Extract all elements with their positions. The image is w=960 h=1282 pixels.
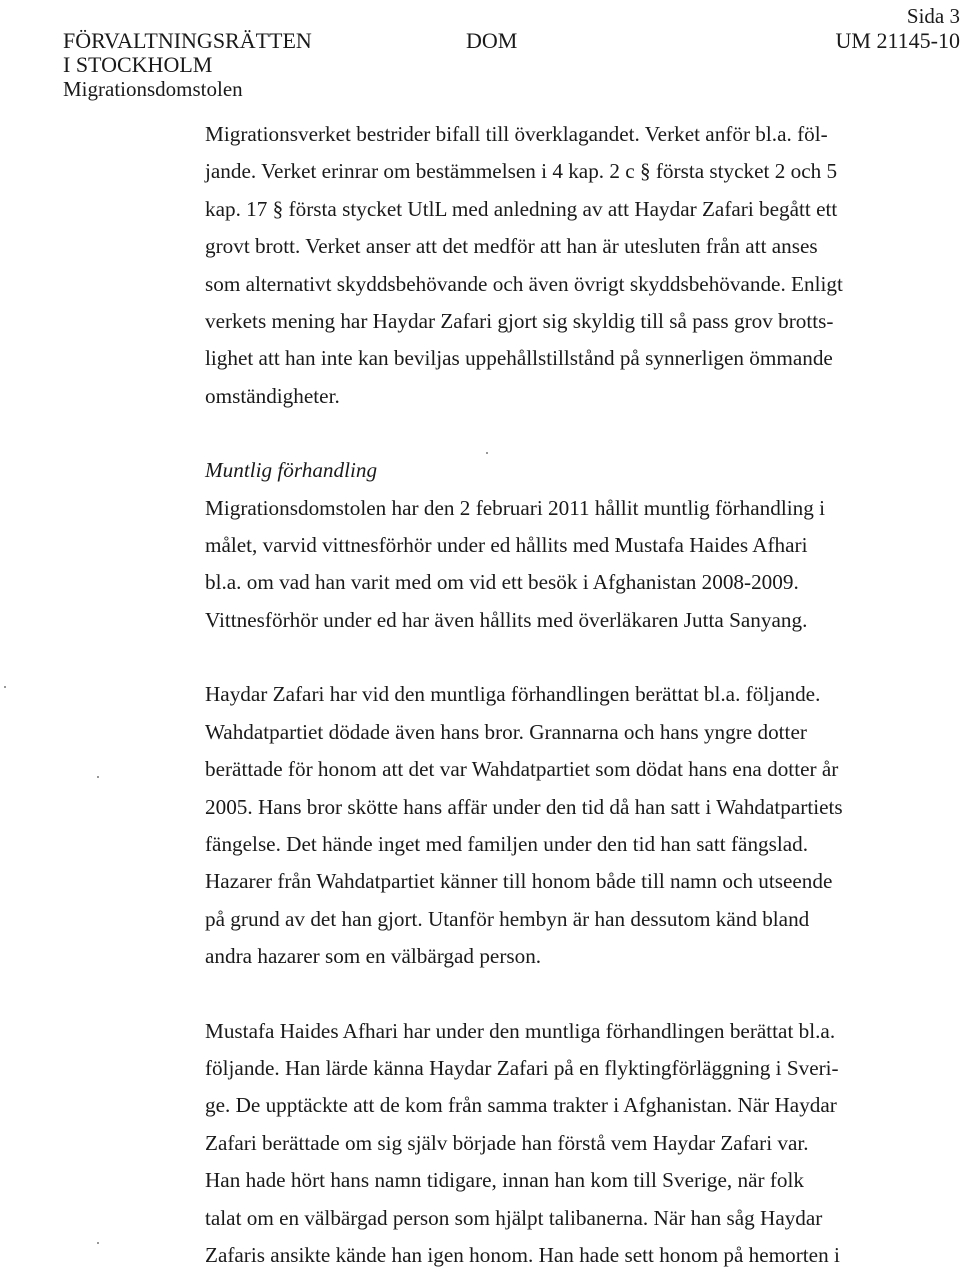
text-line: ge. De upptäckte att de kom från samma trakter i Afghanistan. När Haydar [205, 1093, 837, 1118]
text-line: andra hazarer som en välbärgad person. [205, 944, 542, 969]
text-line: bl.a. om vad han varit med om vid ett besök i Afghanistan 2008-2009. [205, 570, 799, 595]
text-line: lighet att han inte kan beviljas uppehållstillstånd på synnerligen ömmande [205, 346, 833, 371]
text-line: Migrationsdomstolen har den 2 februari 2011 hållit muntlig förhandling i [205, 495, 826, 520]
text-line: fängelse. Det hände inget med familjen under den tid han satt fängslad. [205, 831, 809, 856]
text-line: Zafari berättade om sig själv började han förstå vem Haydar Zafari var. [205, 1130, 809, 1155]
text-line: Zafaris ansikte kände han igen honom. Han hade sett honom på hemorten i [205, 1242, 840, 1267]
text-line: kap. 17 § första stycket UtlL med anledning av att Haydar Zafari begått ett [205, 196, 838, 221]
document-body [205, 116, 873, 1274]
text-line: omständigheter. [205, 383, 340, 408]
case-number: UM 21145-10 [835, 28, 960, 53]
scan-speck [4, 686, 6, 688]
text-line: jande. Verket erinrar om bestämmelsen i 4 kap. 2 c § första stycket 2 och 5 [205, 159, 838, 184]
text-line: Wahdatpartiet dödade även hans bror. Grannarna och hans yngre dotter [205, 719, 807, 744]
scan-speck [486, 452, 488, 454]
court-department: Migrationsdomstolen [63, 77, 243, 101]
text-line: Vittnesförhör under ed har även hållits med överläkaren Jutta Sanyang. [205, 607, 808, 632]
text-line: som alternativt skyddsbehövande och även övrigt skyddsbehövande. Enligt [205, 271, 843, 296]
court-name: FÖRVALTNINGSRÄTTEN [63, 28, 312, 53]
text-line: grovt brott. Verket anser att det medför att han är utesluten från att anses [205, 234, 818, 259]
text-line: berättade för honom att det var Wahdatpartiet som dödat hans ena dotter år [205, 757, 839, 782]
text-line: Hazarer från Wahdatpartiet känner till honom både till namn och utseende [205, 869, 833, 894]
text-line: verkets mening har Haydar Zafari gjort sig skyldig till så pass grov brotts- [205, 309, 834, 334]
text-line: Haydar Zafari har vid den muntliga förhandlingen berättat bl.a. följande. [205, 682, 821, 707]
text-line: 2005. Hans bror skötte hans affär under den tid då han satt i Wahdatpartiets [205, 794, 843, 819]
text-line: Migrationsverket bestrider bifall till överklagandet. Verket anför bl.a. föl- [205, 122, 828, 146]
paragraph-applicant-testimony [205, 676, 873, 975]
paragraph-agency-position [205, 116, 873, 415]
text-line: följande. Han lärde känna Haydar Zafari på en flyktingförläggning i Sveri- [205, 1055, 839, 1080]
paragraph-hearing [205, 490, 873, 640]
section-heading-hearing: Muntlig förhandling [205, 458, 378, 483]
text-line: på grund av det han gjort. Utanför hembyn är han dessutom känd bland [205, 906, 810, 931]
scan-speck [97, 1242, 99, 1244]
text-line: talat om en välbärgad person som hjälpt talibanerna. När han såg Haydar [205, 1205, 823, 1230]
text-line: Han hade hört hans namn tidigare, innan han kom till Sverige, när folk [205, 1168, 804, 1193]
page-number: Sida 3 [906, 4, 960, 28]
scan-speck [97, 776, 99, 778]
text-line: Mustafa Haides Afhari har under den muntliga förhandlingen berättat bl.a. [205, 1018, 836, 1043]
text-line: målet, varvid vittnesförhör under ed hållits med Mustafa Haides Afhari [205, 533, 808, 558]
court-city: I STOCKHOLM [63, 52, 213, 77]
document-type: DOM [466, 28, 518, 53]
document-header [0, 0, 960, 110]
paragraph-witness-testimony [205, 1013, 873, 1275]
